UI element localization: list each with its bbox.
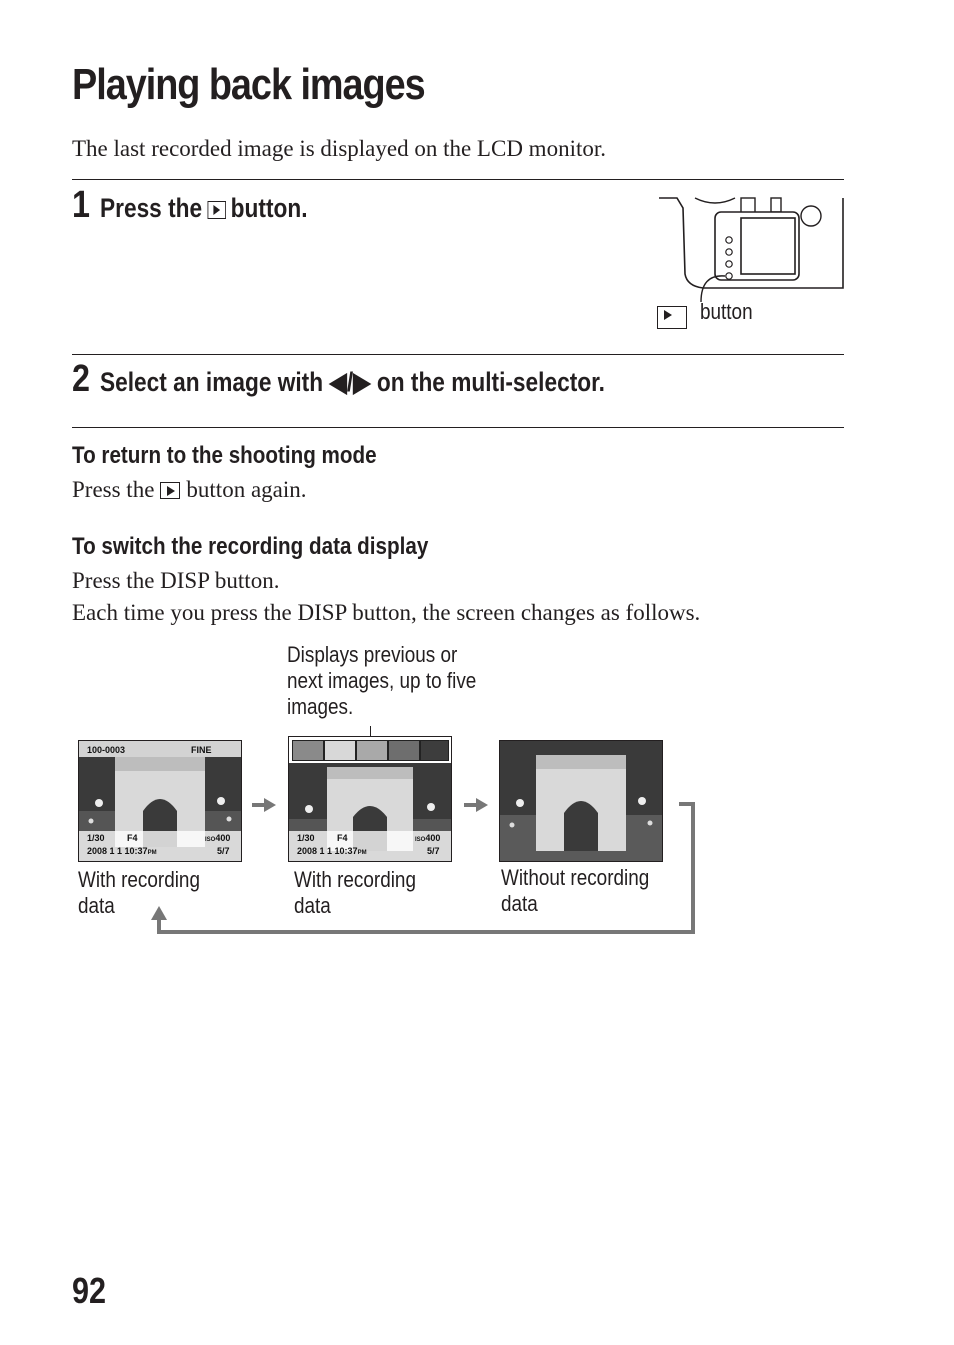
- iso-prefix: ISO: [415, 837, 426, 843]
- page-title: Playing back images: [72, 60, 425, 109]
- iso-number: 400: [425, 833, 441, 843]
- return-text: [72, 478, 307, 501]
- date-time-value: 2008 1 1 10:37: [297, 846, 358, 856]
- thumbnail: [324, 740, 356, 761]
- shutter-speed: 1/30: [87, 833, 105, 843]
- divider: [72, 354, 844, 355]
- date-time-value: 2008 1 1 10:37: [87, 846, 148, 856]
- return-heading: To return to the shooting mode: [72, 442, 377, 469]
- switch-text-line1: Press the DISP button.: [72, 568, 280, 593]
- step-2-text: Select an image with ◀/▶ on the multi-selector.: [100, 367, 605, 397]
- return-text-after: button again.: [186, 477, 307, 502]
- callout-text: [287, 642, 476, 720]
- aperture: F4: [337, 833, 348, 843]
- step-1-text-before: Press the: [100, 193, 203, 223]
- thumbnail: [356, 740, 388, 761]
- page-number: 92: [72, 1270, 107, 1311]
- divider: [72, 427, 844, 428]
- iso-prefix: ISO: [205, 837, 216, 843]
- return-text-before: Press the: [72, 477, 155, 502]
- play-button-icon: [657, 306, 687, 329]
- step-2-number: 2: [72, 358, 90, 400]
- switch-heading: To switch the recording data display: [72, 533, 429, 560]
- screen-2-caption-line-1: With recording: [294, 867, 416, 892]
- divider: [72, 179, 844, 180]
- callout-line-1: Displays previous or: [287, 642, 458, 667]
- aperture: F4: [127, 833, 138, 843]
- am-pm: PM: [147, 850, 157, 856]
- folder-number: 100-0003: [87, 745, 126, 755]
- iso-number: 400: [215, 833, 231, 843]
- thumbnail-strip: [289, 737, 451, 764]
- image-counter: 5/7: [217, 846, 230, 856]
- am-pm: PM: [357, 850, 367, 856]
- screen-3-caption-line-1: Without recording: [501, 865, 650, 890]
- image-counter: 5/7: [427, 846, 440, 856]
- intro-text: The last recorded image is displayed on the LCD monitor.: [72, 136, 606, 161]
- callout-line-3: images.: [287, 694, 354, 719]
- shutter-speed: 1/30: [297, 833, 315, 843]
- thumbnail-current: [420, 740, 449, 761]
- camera-button-label: button: [700, 299, 753, 324]
- date-time: [87, 846, 157, 856]
- thumbnail: [292, 740, 324, 761]
- loop-back-arrow: [148, 800, 700, 940]
- play-icon: [160, 482, 180, 499]
- step-1-text-after: button.: [230, 193, 308, 223]
- thumbnail: [388, 740, 420, 761]
- step-1-number: 1: [72, 184, 90, 226]
- screen-1-caption-line-2: data: [78, 893, 115, 918]
- screen-1-caption-line-1: With recording: [78, 867, 200, 892]
- switch-text-line2: Each time you press the DISP button, the screen changes as follows.: [72, 600, 701, 625]
- step-1-text: [100, 195, 308, 222]
- play-icon: [207, 201, 225, 219]
- screen-2-caption-line-2: data: [294, 893, 331, 918]
- callout-line-2: next images, up to five: [287, 668, 477, 693]
- screen-3-caption-line-2: data: [501, 891, 538, 916]
- quality-label: FINE: [191, 745, 212, 755]
